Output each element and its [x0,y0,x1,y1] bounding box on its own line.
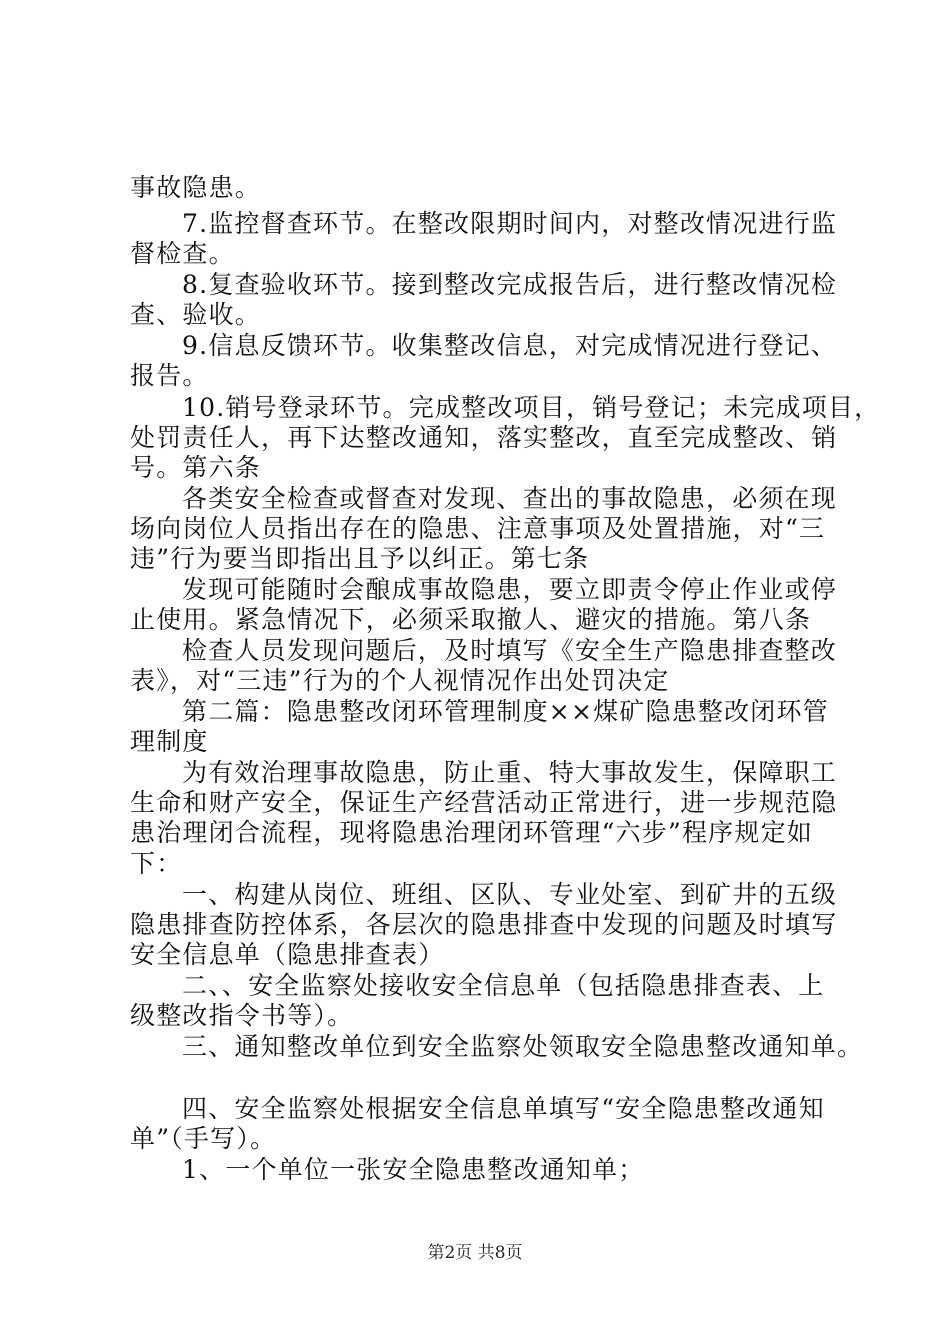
text-line: 7.监控督查环节。在整改限期时间内，对整改情况进行监 [182,209,838,238]
text-line: 查、验收。 [130,300,262,329]
text-line: 为有效治理事故隐患，防止重、特大事故发生，保障职工 [182,758,838,787]
text-line: 级整改指令书等）。 [130,1001,354,1030]
text-line: 生命和财产安全，保证生产经营活动正常进行，进一步规范隐 [130,788,838,817]
text-line: 违”行为要当即指出且予以纠正。第七条 [130,544,590,573]
text-line: 理制度 [130,727,209,756]
text-line: 事故隐患。 [130,173,262,202]
text-line: 检查人员发现问题后，及时填写《安全生产隐患排查整改 [182,636,838,665]
text-line: 各类安全检查或督查对发现、查出的事故隐患，必须在现 [182,484,838,513]
text-line: 第二篇：隐患整改闭环管理制度××煤矿隐患整改闭环管 [182,697,829,726]
text-line: 患治理闭合流程，现将隐患治理闭环管理“六步”程序规定如 [130,818,813,847]
text-line: 下： [130,849,183,878]
text-line: 号。第六条 [130,453,262,482]
text-line: 止使用。紧急情况下，必须采取撤人、避灾的措施。第八条 [130,605,812,634]
text-line: 隐患排查防控体系，各层次的隐患排查中发现的问题及时填写 [130,910,838,939]
text-line: 三、通知整改单位到安全监察处领取安全隐患整改通知单。 [182,1032,864,1061]
text-line: 一、构建从岗位、班组、区队、专业处室、到矿井的五级 [182,880,838,909]
text-line: 10.销号登录环节。完成整改项目，销号登记；未完成项目， [182,393,881,422]
text-line: 单”（手写）。 [130,1124,277,1153]
text-line: 四、安全监察处根据安全信息单填写“安全隐患整改通知 [182,1094,825,1123]
text-line: 1、一个单位一张安全隐患整改通知单； [182,1155,645,1184]
text-line: 报告。 [130,361,209,390]
text-line: 督检查。 [130,239,235,268]
page-number-footer: 第2页 共8页 [427,1243,523,1263]
text-line: 发现可能随时会酿成事故隐患，要立即责令停止作业或停 [182,575,838,604]
text-line: 场向岗位人员指出存在的隐患、注意事项及处置措施，对“三 [130,514,826,543]
text-line: 安全信息单（隐患排查表） [130,940,445,969]
text-line: 9.信息反馈环节。收集整改信息，对完成情况进行登记、 [182,331,838,360]
text-line: 二、、安全监察处接收安全信息单（包括隐患排查表、上 [182,971,825,1000]
text-line: 8.复查验收环节。接到整改完成报告后，进行整改情况检 [182,270,838,299]
text-line: 处罚责任人，再下达整改通知，落实整改，直至完成整改、销 [130,423,838,452]
text-line: 表》，对“三违”行为的个人视情况作出处罚决定 [130,666,670,695]
